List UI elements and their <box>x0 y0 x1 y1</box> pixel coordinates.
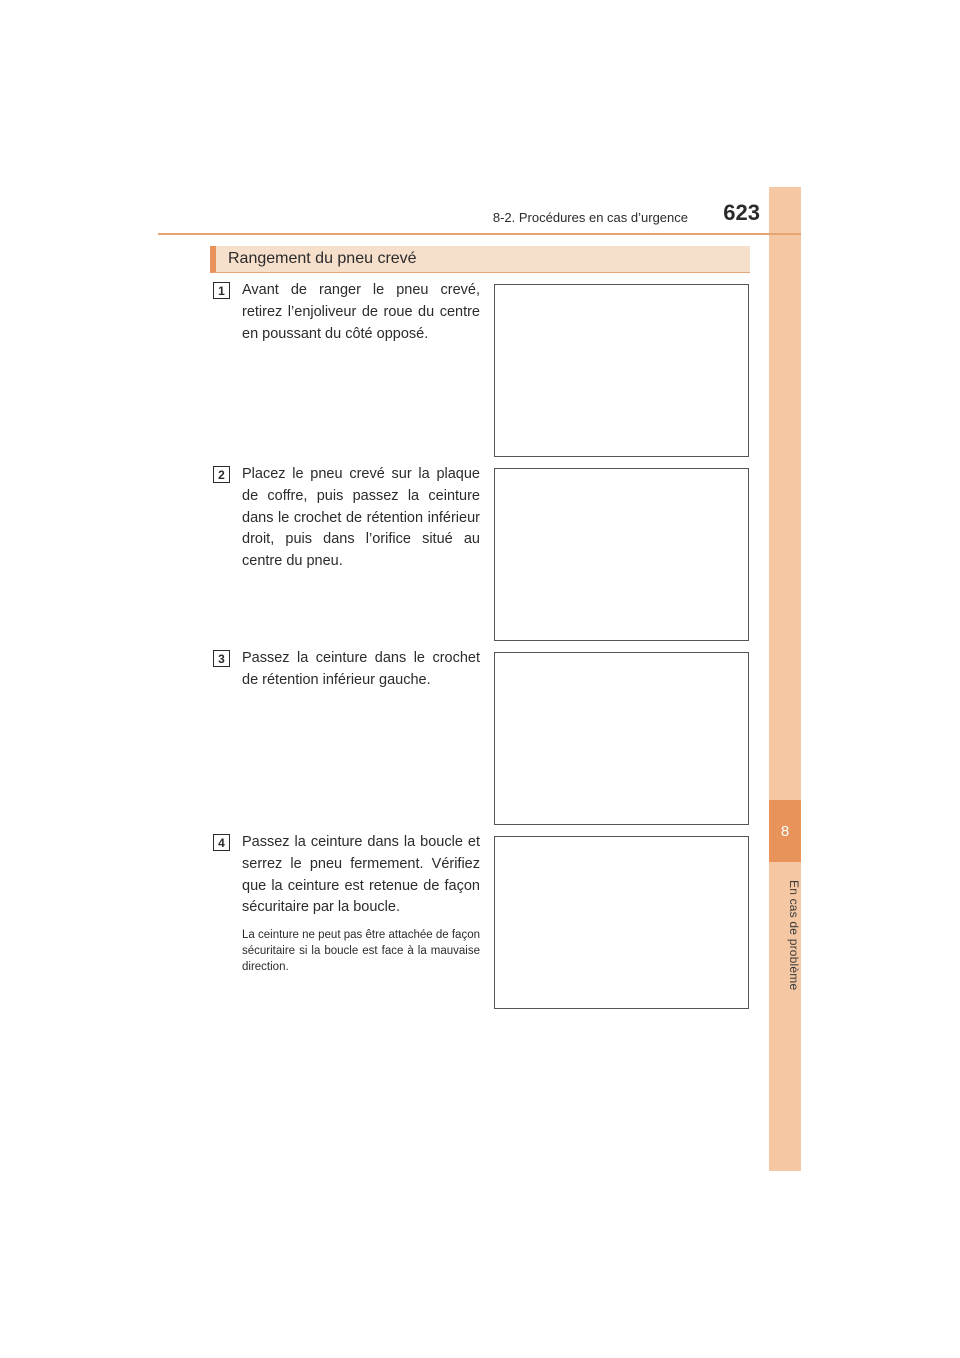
chapter-number: 8 <box>769 800 801 862</box>
step-number-badge: 4 <box>213 834 230 851</box>
step-number-badge: 2 <box>213 466 230 483</box>
chapter-side-tab <box>769 187 801 1171</box>
step-illustration <box>494 468 749 641</box>
chapter-label: En cas de problème <box>787 879 801 991</box>
page-number: 623 <box>723 200 760 225</box>
step-number-badge: 1 <box>213 282 230 299</box>
step-text: Avant de ranger le pneu crevé, retirez l’enjoliveur de roue du centre en poussant du côté opposé. <box>242 282 480 342</box>
step-illustration <box>494 652 749 825</box>
step-illustration <box>494 284 749 457</box>
step-text: Passez la ceinture dans la boucle et serrez le pneu fermement. Vérifiez que la ceinture est retenue de façon sécuritaire par la boucle. <box>242 834 480 916</box>
header-divider <box>158 233 801 235</box>
step-text: Passez la ceinture dans le crochet de rétention inférieur gauche. <box>242 650 480 688</box>
step-illustration <box>494 836 749 1009</box>
section-title-bar <box>210 246 750 273</box>
step-note: La ceinture ne peut pas être attachée de façon sécuritaire si la boucle est face à la mauvaise direction. <box>242 929 480 973</box>
step-number-badge: 3 <box>213 650 230 667</box>
header-section-title: 8-2. Procédures en cas d’urgence <box>492 210 688 225</box>
section-title: Rangement du pneu crevé <box>228 250 417 267</box>
step-text: Placez le pneu crevé sur la plaque de coffre, puis passez la ceinture dans le crochet de rétention inférieur droit, puis dans l’orifice situé au centre du pneu. <box>242 466 480 570</box>
